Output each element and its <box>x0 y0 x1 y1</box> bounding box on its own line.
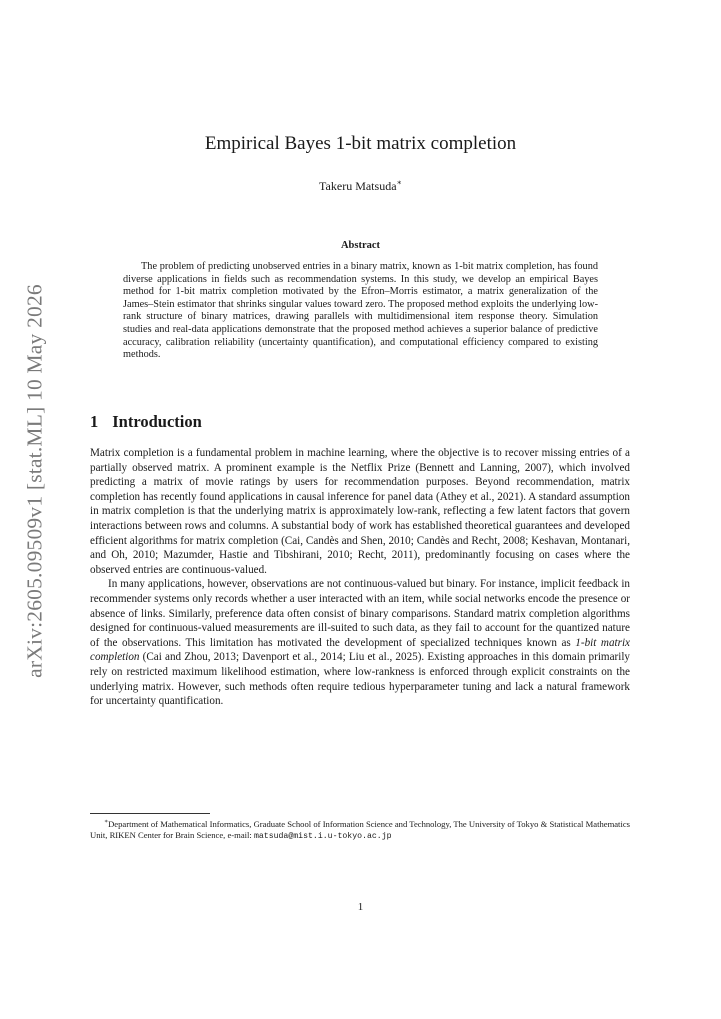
page-number: 1 <box>357 901 364 913</box>
author-email: matsuda@mist.i.u-tokyo.ac.jp <box>253 831 392 841</box>
section-title: Introduction <box>112 412 202 431</box>
footnote-rule <box>90 813 210 814</box>
paragraph-2-part-2: (Cai and Zhou, 2013; Davenport et al., 2014; Liu et al., 2025). Existing approaches in this domain primarily rely on restricted maximum likelihood estimation, where low-rankness is enforced through explicit constraints on the underlying matrix. However, such methods often require tedious hyperparameter tuning and lack a natural framework for uncertainty quantification. <box>90 651 630 708</box>
abstract-text: The problem of predicting unobserved entries in a binary matrix, known as 1-bit matrix completion, has found diverse applications in fields such as recommendation systems. In this study, we develop an empirical Bayes method for 1-bit matrix completion motivated by the Efron–Morris estimator, a matrix generalization of the James–Stein estimator that shrinks singular values toward zero. The proposed method exploits the underlying low-rank structure of binary matrices, drawing parallels with multidimensional item response theory. Simulation studies and real-data applications demonstrate that the proposed method achieves a superior balance of predictive accuracy, calibration reliability (uncertainty quantification), and computational efficiency compared to existing methods. <box>123 261 598 361</box>
footnote <box>90 817 630 842</box>
body-text <box>90 446 630 709</box>
author-line <box>0 175 721 194</box>
arxiv-identifier-text: arXiv:2605.09509v1 [stat.ML] 10 May 2026 <box>22 283 47 678</box>
abstract-heading: Abstract <box>340 240 381 251</box>
section-number: 1 <box>90 412 99 431</box>
paper-title: Empirical Bayes 1-bit matrix completion <box>204 133 517 154</box>
paragraph-2 <box>90 577 630 708</box>
paragraph-2-part-1: In many applications, however, observations are not continuous-valued but binary. For instance, implicit feedback in recommender systems only records whether a user interacted with an item, while social networks encode the presence or absence of links. Similarly, preference data often consist of binary comparisons. Standard matrix completion algorithms designed for continuous-valued measurements are ill-suited to such data, as they fail to account for the quantized nature of the observations. This limitation has motivated the development of specialized techniques known as <box>90 578 630 649</box>
paragraph-2-emphasis: 1-bit matrix completion <box>90 636 630 664</box>
footnote-mark: ∗ <box>104 819 109 825</box>
author-name: Takeru Matsuda <box>319 179 397 193</box>
paragraph-1: Matrix completion is a fundamental problem in machine learning, where the objective is to recover missing entries of a partially observed matrix. A prominent example is the Netflix Prize (Bennett and Lanning, 2007), which involved predicting a matrix of movie ratings by users for recommendation purposes. Beyond recommendation, matrix completion has recently found applications in causal inference for panel data (Athey et al., 2021). A standard assumption in matrix completion is that the underlying matrix is approximately low-rank, reflecting a few latent factors that govern interactions between rows and columns. A substantial body of work has established theoretical guarantees and developed efficient algorithms for matrix completion (Cai, Candès and Shen, 2010; Candès and Recht, 2008; Keshavan, Montanari, and Oh, 2010; Mazumder, Hastie and Tibshirani, 2010; Recht, 2011), predominantly focusing on cases where the observed entries are continuous-valued. <box>90 447 630 576</box>
section-heading <box>90 412 202 432</box>
footnote-text: Department of Mathematical Informatics, Graduate School of Information Science and Technology, The University of Tokyo & Statistical Mathematics Unit, RIKEN Center for Brain Science, e-mail: <box>90 818 630 840</box>
author-footnote-mark: ∗ <box>396 178 402 187</box>
arxiv-identifier-stamp <box>20 283 50 678</box>
